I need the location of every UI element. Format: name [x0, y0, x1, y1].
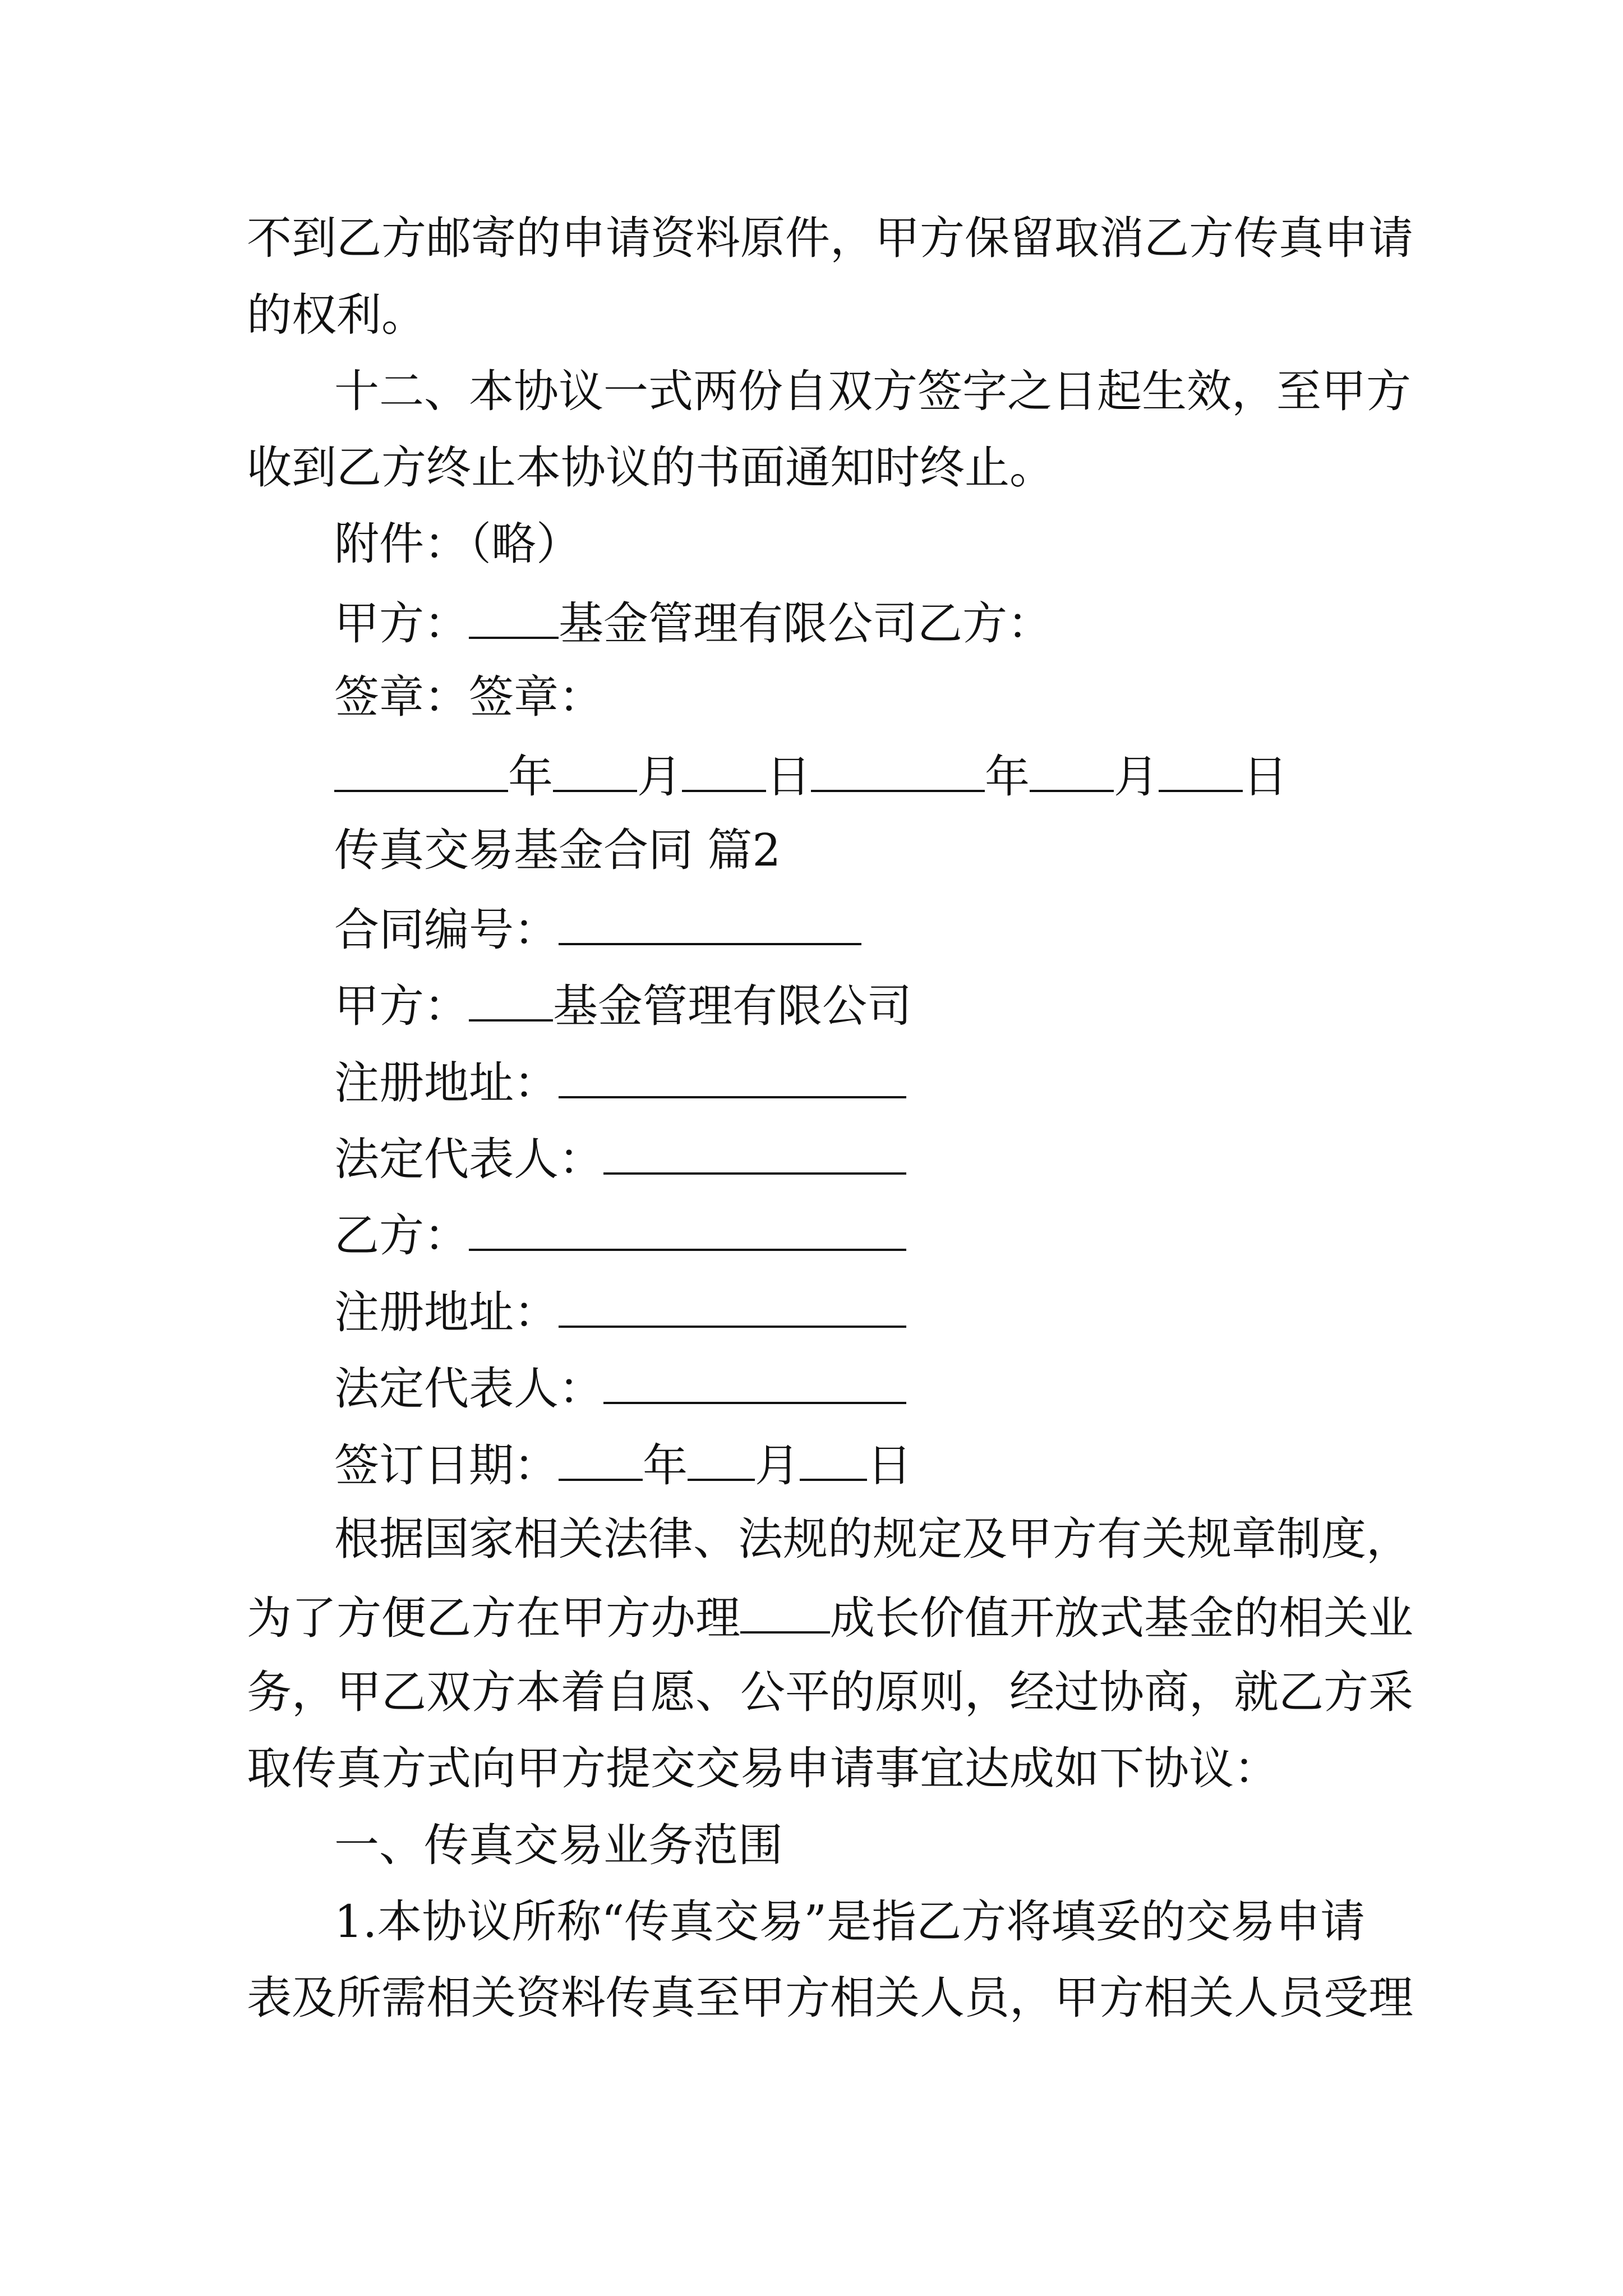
- date-unit: 年: [508, 751, 553, 803]
- text-segment: 成长价值开放式基金的相关业: [830, 1592, 1413, 1644]
- contract-number-line: [334, 899, 861, 955]
- label: 签订日期：: [334, 1439, 559, 1492]
- text-line: 表及所需相关资料传真至甲方相关人员，甲方相关人员受理: [247, 1972, 1413, 2024]
- text-line: 收到乙方终止本协议的书面通知时终止。: [247, 441, 1054, 494]
- fill-blank: [1159, 746, 1243, 792]
- date-unit: 月: [637, 751, 682, 803]
- fill-blank: [559, 1282, 906, 1328]
- section-heading: 一、传真交易业务范围: [334, 1819, 783, 1871]
- fill-blank: [682, 746, 766, 792]
- label: 法定代表人：: [334, 1133, 603, 1185]
- date-unit: 日: [1243, 751, 1288, 803]
- fill-blank: [334, 746, 508, 792]
- label: 注册地址：: [334, 1286, 559, 1338]
- label: 乙方：: [334, 1209, 469, 1262]
- fill-blank: [559, 1052, 906, 1098]
- party-b-line: [334, 1205, 906, 1261]
- fill-blank: [1030, 746, 1114, 792]
- signature-stamp-line: 签章：签章：: [334, 671, 603, 723]
- fill-blank: [559, 1435, 643, 1481]
- fill-blank: [553, 746, 637, 792]
- fill-blank: [469, 1205, 906, 1251]
- label: 注册地址：: [334, 1057, 559, 1109]
- date-unit: 日: [867, 1439, 912, 1492]
- text-line: 根据国家相关法律、法规的规定及甲方有关规章制度，: [334, 1513, 1411, 1565]
- text-line: 取传真方式向甲方提交交易申请事宜达成如下协议：: [247, 1742, 1279, 1795]
- fill-blank: [469, 593, 559, 639]
- legal-representative-line: [334, 1129, 906, 1185]
- label: 合同编号：: [334, 904, 559, 956]
- text-line: 十二、本协议一式两份自双方签字之日起生效，至甲方: [334, 365, 1411, 417]
- signature-party-a-line: [334, 593, 1052, 649]
- legal-representative-line: [334, 1358, 906, 1414]
- fill-blank: [688, 1435, 755, 1481]
- date-unit: 月: [1114, 751, 1159, 803]
- registered-address-line: [334, 1282, 906, 1338]
- label: 基金管理有限公司: [553, 980, 912, 1032]
- text-line: 务，甲乙双方本着自愿、公平的原则，经过协商，就乙方采: [247, 1666, 1413, 1718]
- date-unit: 年: [643, 1439, 688, 1492]
- fill-blank: [603, 1129, 906, 1175]
- signature-date-line: [334, 746, 1288, 802]
- text-segment: 为了方便乙方在甲方办理: [247, 1592, 740, 1644]
- label: 甲方：: [334, 597, 469, 650]
- fill-blank: [740, 1588, 830, 1634]
- date-unit: 年: [985, 751, 1030, 803]
- label: 法定代表人：: [334, 1363, 603, 1415]
- date-unit: 日: [766, 751, 811, 803]
- date-unit: 月: [755, 1439, 800, 1492]
- text-line: 的权利。: [247, 289, 426, 341]
- label: 甲方：: [334, 980, 469, 1032]
- label: 基金管理有限公司乙方：: [559, 597, 1052, 650]
- signing-date-line: [334, 1435, 912, 1491]
- registered-address-line: [334, 1052, 906, 1108]
- fill-blank: [603, 1358, 906, 1404]
- fill-blank: [800, 1435, 867, 1481]
- fill-blank: [469, 976, 553, 1022]
- text-line: 1.本协议所称“传真交易”是指乙方将填妥的交易申请: [334, 1895, 1366, 1948]
- party-a-line: [334, 976, 912, 1032]
- text-line: 不到乙方邮寄的申请资料原件，甲方保留取消乙方传真申请: [247, 212, 1413, 264]
- attachment-line: 附件：（略）: [334, 518, 581, 570]
- text-line: [247, 1588, 1413, 1644]
- section-title: 传真交易基金合同 篇2: [334, 824, 781, 876]
- fill-blank: [559, 899, 861, 945]
- fill-blank: [811, 746, 985, 792]
